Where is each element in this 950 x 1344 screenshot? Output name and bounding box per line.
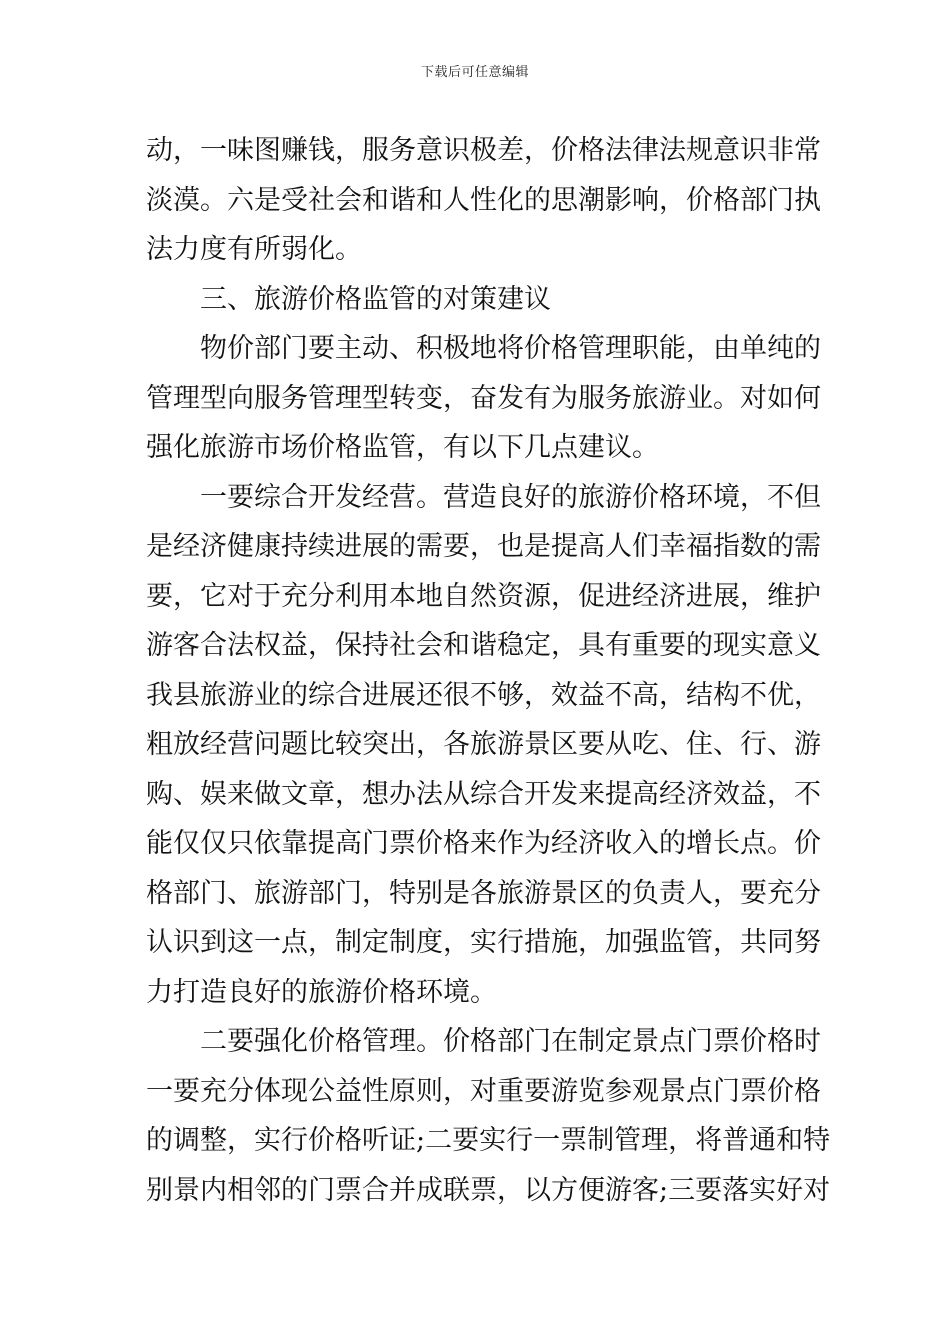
- document-body: [146, 126, 831, 1215]
- paragraph-start-line: 一要综合开发经营。营造良好的旅游价格环境，不但: [200, 481, 821, 513]
- text-line: 能仅仅只依靠提高门票价格来作为经济收入的增长点。价: [146, 828, 821, 859]
- text-line: 的调整，实行价格听证;二要实行一票制管理，将普通和特: [146, 1125, 831, 1156]
- text-line: 法力度有所弱化。: [146, 234, 362, 265]
- text-line: 力打造良好的旅游价格环境。: [146, 976, 497, 1008]
- text-line: 强化旅游市场价格监管，有以下几点建议。: [146, 432, 659, 463]
- text-line: 购、娱来做文章，想办法从综合开发来提高经济效益，不: [146, 778, 821, 810]
- text-line: 淡漠。六是受社会和谐和人性化的思潮影响，价格部门执: [146, 184, 821, 216]
- text-line: 是经济健康持续进展的需要，也是提高人们幸福指数的需: [146, 531, 821, 562]
- text-line: 我县旅游业的综合进展还很不够，效益不高，结构不优，: [146, 679, 821, 711]
- text-line: 一要充分体现公益性原则，对重要游览参观景点门票价格: [146, 1075, 821, 1107]
- paragraph-start-line: 二要强化价格管理。价格部门在制定景点门票价格时: [200, 1026, 821, 1057]
- text-line: 管理型向服务管理型转变，奋发有为服务旅游业。对如何: [146, 382, 821, 414]
- text-line: 动，一味图赚钱，服务意识极差，价格法律法规意识非常: [146, 135, 821, 166]
- text-line: 游客合法权益，保持社会和谐稳定，具有重要的现实意义: [146, 630, 821, 661]
- text-line: 别景内相邻的门票合并成联票，以方便游客;三要落实好对: [146, 1174, 831, 1206]
- text-line: 要，它对于充分利用本地自然资源，促进经济进展，维护: [146, 580, 821, 612]
- section-heading: 三、旅游价格监管的对策建议: [200, 283, 551, 315]
- text-line: 认识到这一点，制定制度，实行措施，加强监管，共同努: [146, 927, 821, 958]
- page-header: 下载后可任意编辑: [420, 65, 529, 80]
- text-line: 粗放经营问题比较突出，各旅游景区要从吃、住、行、游: [146, 729, 821, 760]
- paragraph-start-line: 物价部门要主动、积极地将价格管理职能，由单纯的: [200, 333, 821, 364]
- text-line: 格部门、旅游部门，特别是各旅游景区的负责人，要充分: [146, 877, 821, 909]
